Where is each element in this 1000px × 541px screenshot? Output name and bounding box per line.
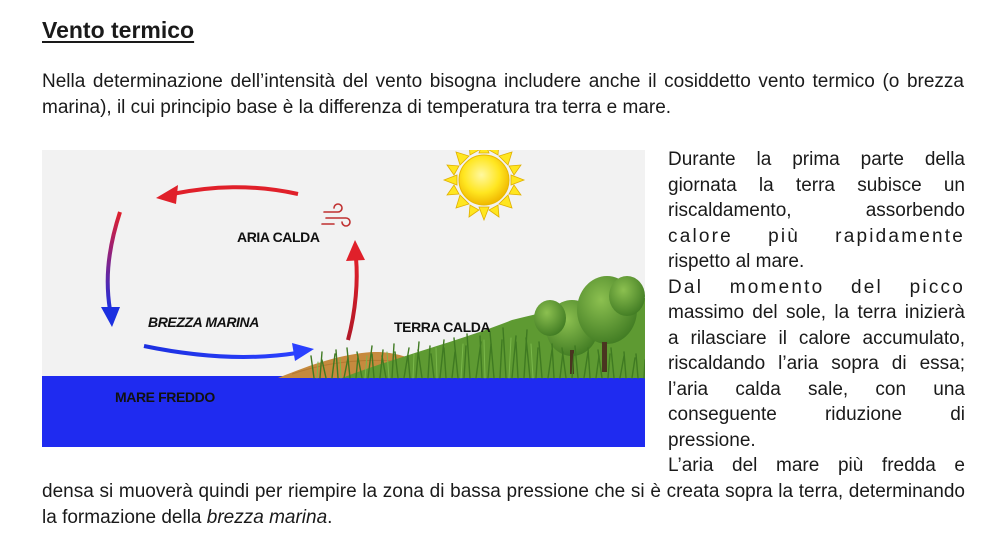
side-p1-start: Durante la prima parte della giornata la terra subisce un riscaldamento, assorbendo [668, 149, 965, 221]
sea-breeze-diagram [42, 150, 645, 447]
label-sea-breeze: BREZZA MARINA [148, 314, 259, 330]
closing-text: densa si muoverà quindi per riempire la zona di bassa pressione che si è creata sopra la terra, determinando la formazione della [42, 481, 965, 528]
side-p2-spaced: Dal momento del picco [668, 276, 965, 298]
side-p1-spaced: calore più rapidamente [668, 225, 965, 247]
closing-end: . [327, 506, 333, 528]
page-title: Vento termico [42, 17, 195, 43]
sea-area [42, 376, 645, 447]
closing-first-line: L’aria del mare più fredda e [668, 455, 965, 476]
label-hot-land: TERRA CALDA [394, 319, 491, 335]
label-hot-air: ARIA CALDA [237, 229, 320, 245]
closing-italic: brezza marina [206, 506, 328, 528]
side-paragraph-1 [668, 147, 965, 275]
side-text [668, 147, 965, 453]
side-p1-end: rispetto al mare. [668, 251, 805, 272]
closing-paragraph [42, 479, 965, 530]
side-p2-rest: massimo del sole, la terra inizierà a rilasciare il calore accumulato, riscaldando l’aria sopra di essa; l’aria calda sale, con una conseguente riduzione di pressione. [668, 302, 965, 451]
intro-paragraph: Nella determinazione dell’intensità del vento bisogna includere anche il cosiddetto vento termico (o brezza marina), il cui principio base è la differenza di temperatura tra terra e mare. [42, 71, 964, 118]
label-cold-sea: MARE FREDDO [115, 389, 215, 405]
side-paragraph-2 [668, 275, 965, 454]
